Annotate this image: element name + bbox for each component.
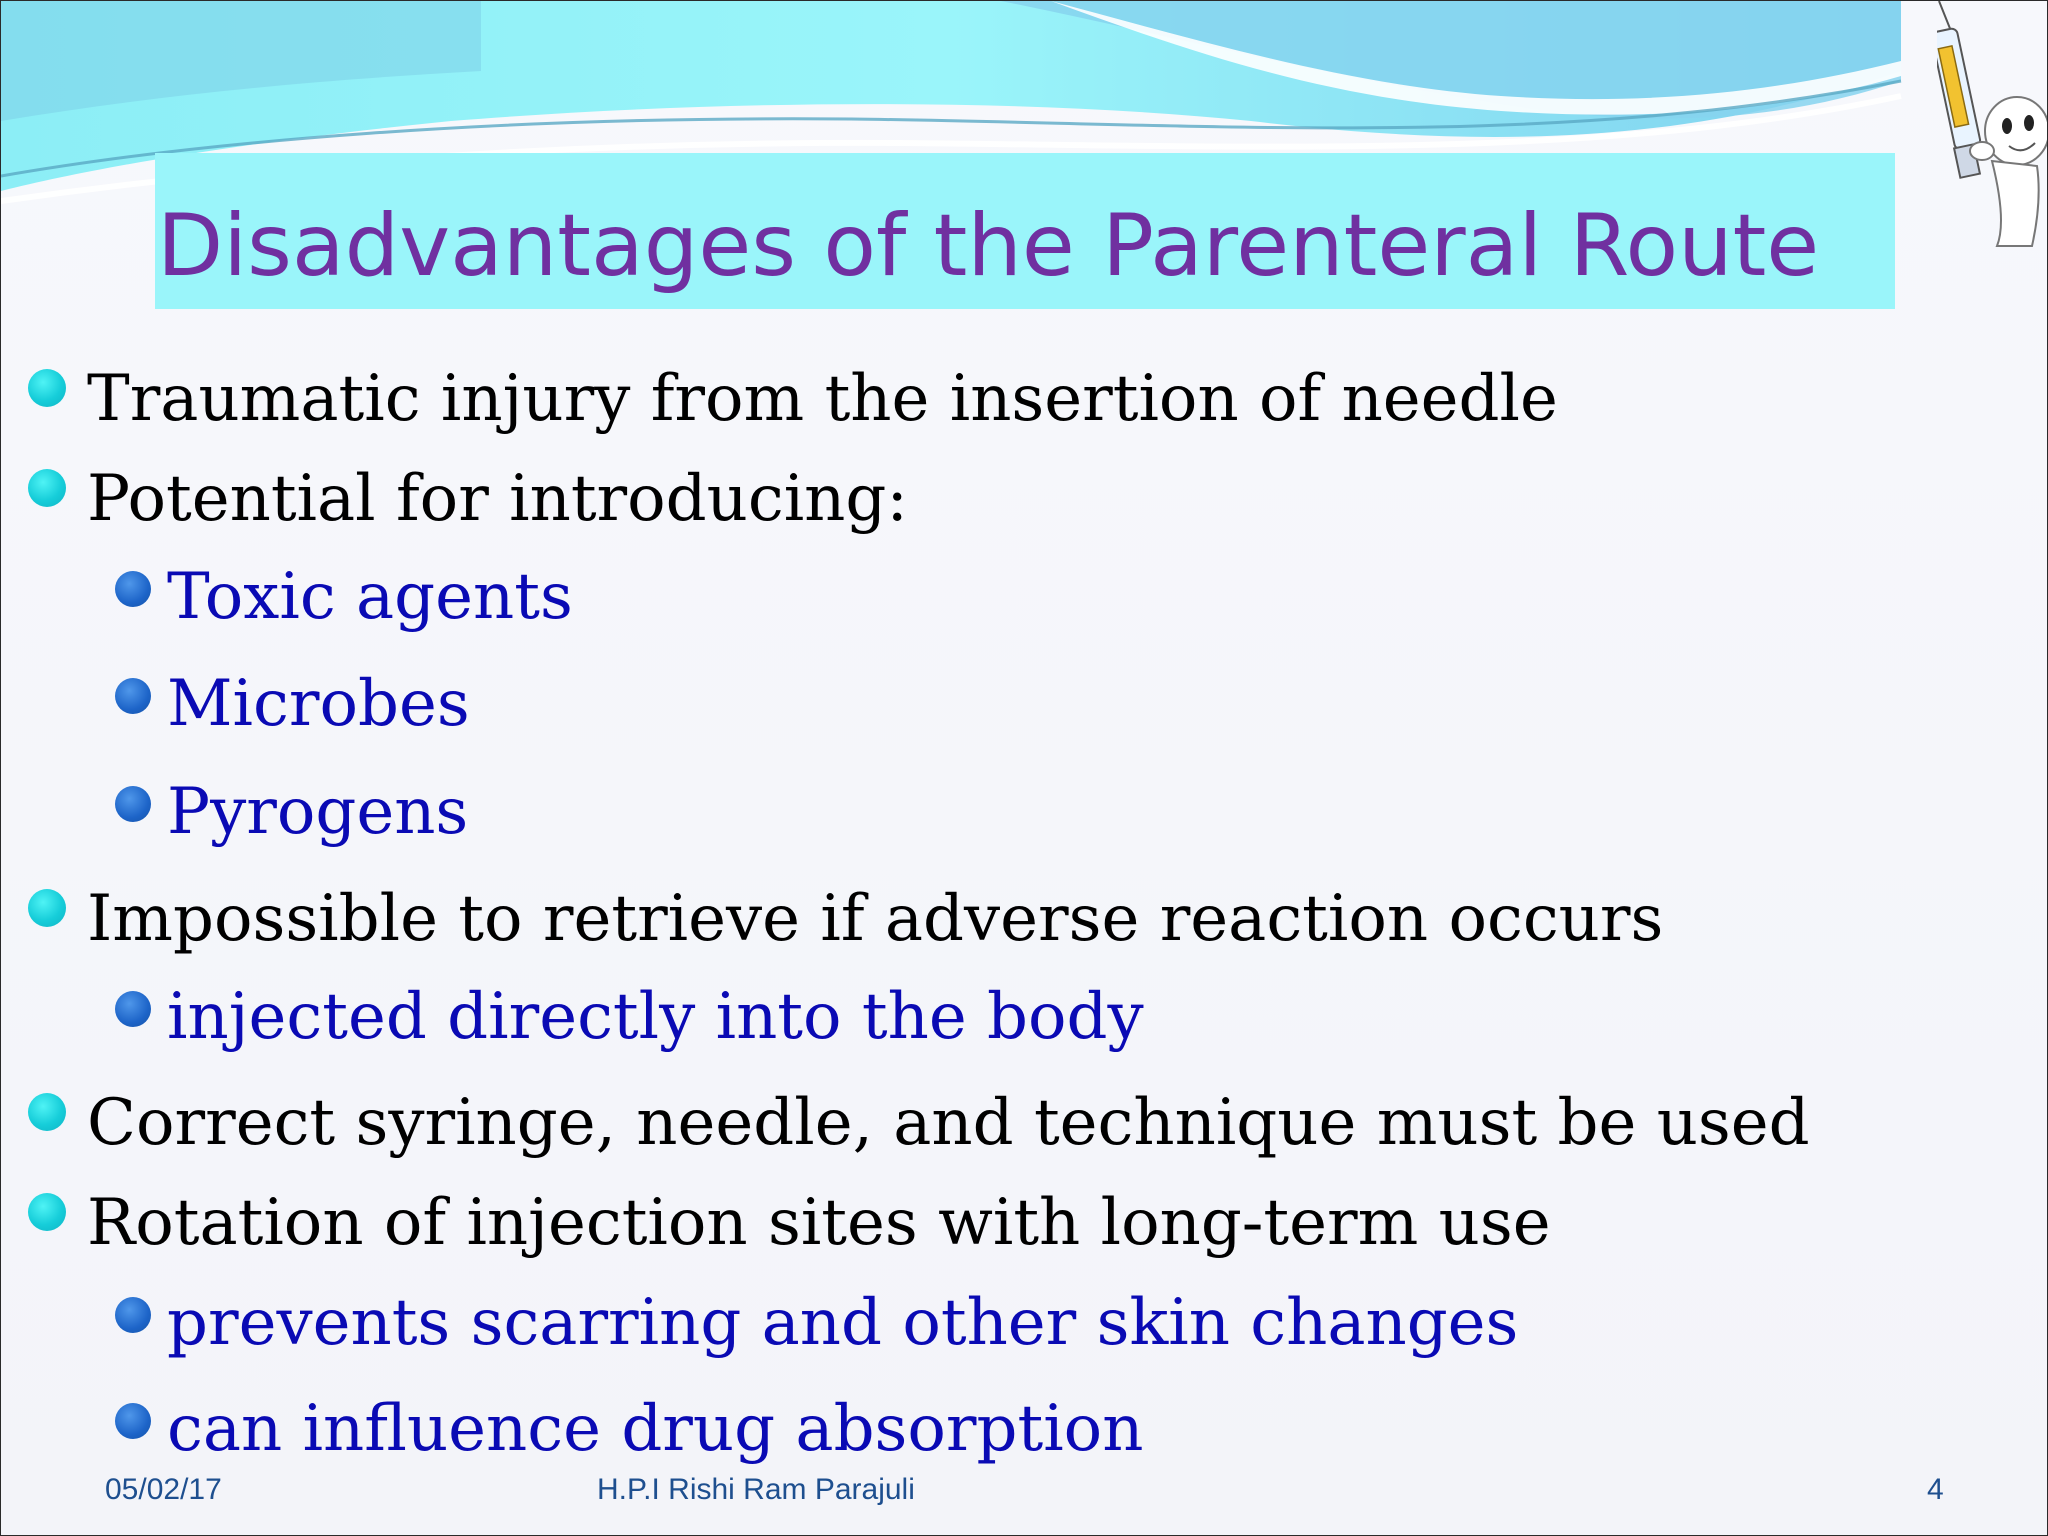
sub-bullet-item: injected directly into the body [167, 980, 1144, 1054]
bullet-icon [28, 469, 66, 507]
bullet-icon [28, 369, 66, 407]
bullet-item: Potential for introducing: [87, 462, 908, 536]
bullet-icon [28, 889, 66, 927]
footer-page-number: 4 [1927, 1473, 1944, 1506]
sub-bullet-icon [115, 571, 151, 607]
bullet-item: Impossible to retrieve if adverse reaction occurs [87, 882, 1664, 956]
sub-bullet-item: prevents scarring and other skin changes [167, 1286, 1519, 1360]
bullet-item: Correct syringe, needle, and technique must be used [87, 1086, 1810, 1160]
sub-bullet-icon [115, 1403, 151, 1439]
footer-author: H.P.I Rishi Ram Parajuli [597, 1473, 915, 1506]
footer-date: 05/02/17 [105, 1473, 222, 1506]
sub-bullet-icon [115, 991, 151, 1027]
sub-bullet-item: Microbes [167, 667, 470, 741]
bullet-icon [28, 1093, 66, 1131]
bullet-list [1, 1, 2048, 1536]
sub-bullet-item: Toxic agents [167, 560, 573, 634]
sub-bullet-item: Pyrogens [167, 775, 469, 849]
bullet-icon [28, 1193, 66, 1231]
sub-bullet-icon [115, 678, 151, 714]
bullet-item: Traumatic injury from the insertion of needle [87, 362, 1558, 436]
slide-title: Disadvantages of the Parenteral Route [157, 196, 1820, 296]
sub-bullet-item: can influence drug absorption [167, 1392, 1144, 1466]
bullet-item: Rotation of injection sites with long-term use [87, 1186, 1551, 1260]
sub-bullet-icon [115, 786, 151, 822]
sub-bullet-icon [115, 1297, 151, 1333]
